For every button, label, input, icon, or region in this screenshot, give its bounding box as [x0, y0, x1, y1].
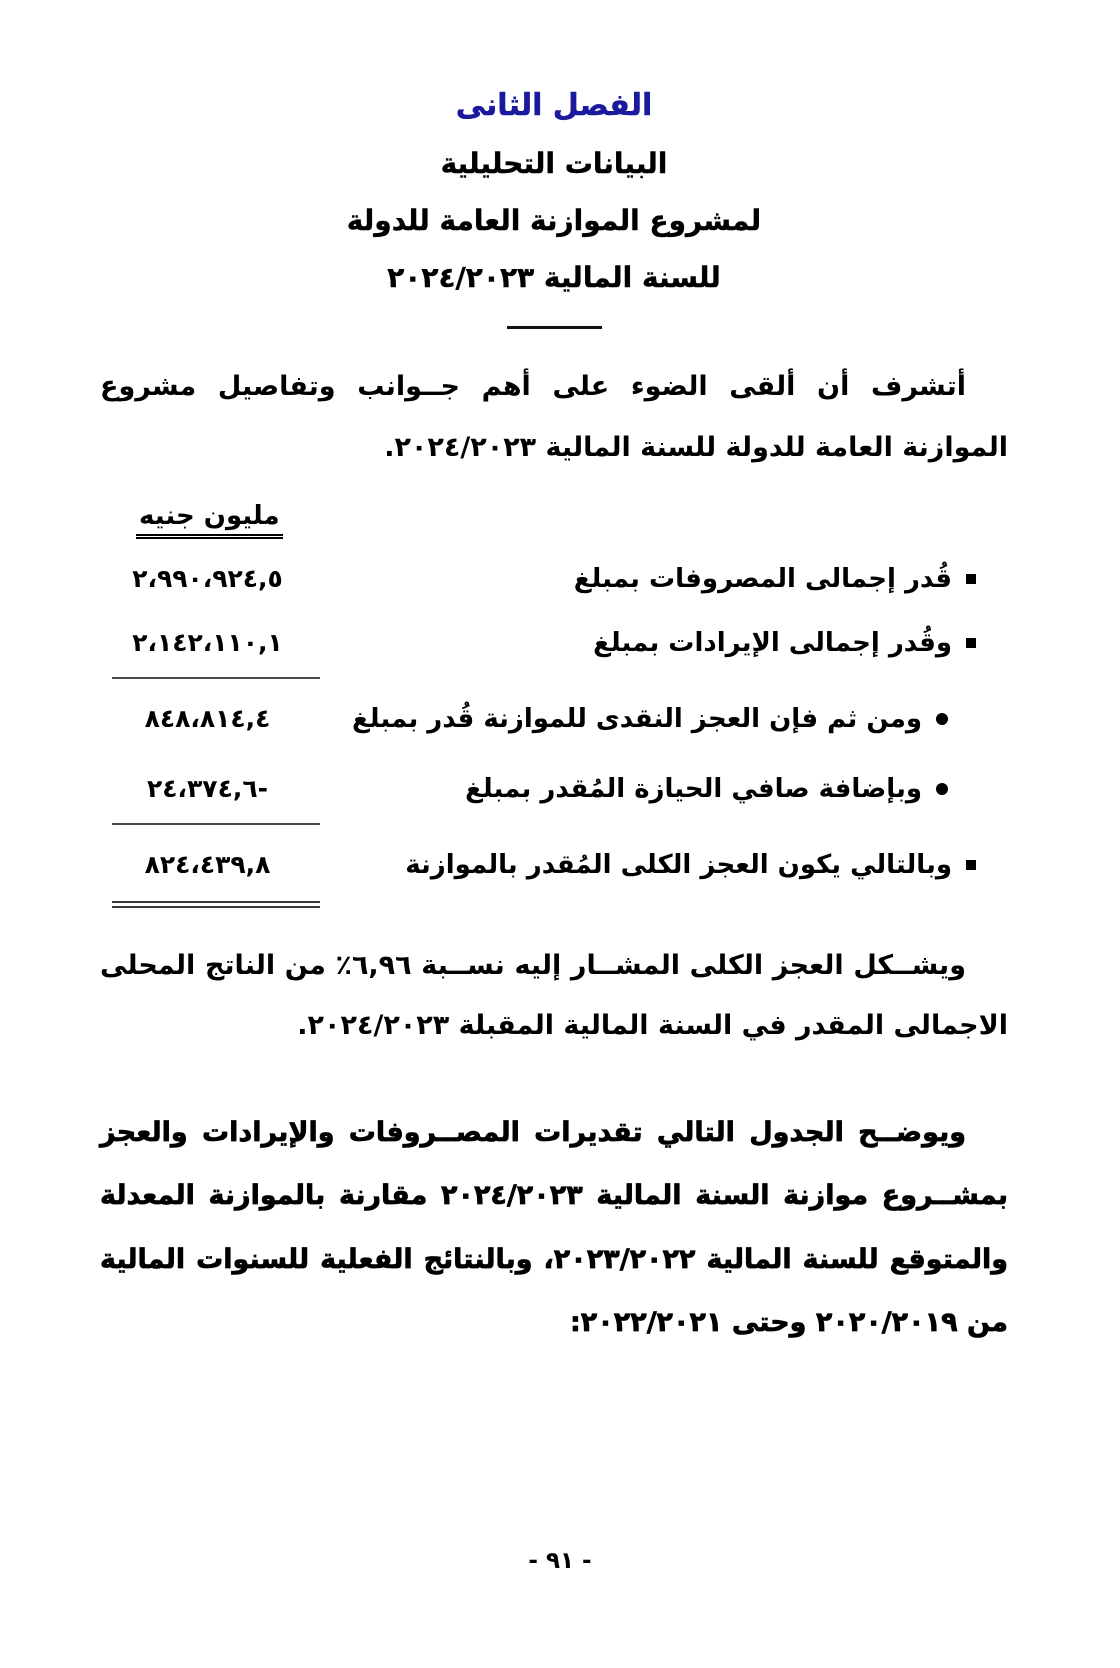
amount-value: ٢،٩٩٠،٩٢٤,٥	[132, 564, 283, 593]
circle-bullet-icon	[936, 783, 948, 795]
page-number: - ٩١ -	[528, 1548, 592, 1574]
square-bullet-icon	[966, 860, 976, 870]
single-sum-rule	[112, 677, 320, 679]
unit-header-million-pounds: مليون جنيه	[136, 501, 283, 539]
amount-label: ومن ثم فإن العجز النقدى للموازنة قُدر بمبلغ	[352, 703, 922, 734]
title-subtitle-fiscal-year: للسنة المالية ٢٠٢٤/٢٠٢٣	[387, 261, 721, 294]
amount-label: وقُدر إجمالى الإيرادات بمبلغ	[593, 627, 952, 658]
amount-label: وبالتالي يكون العجز الكلى المُقدر بالموازنة	[405, 849, 952, 880]
table-intro-paragraph: ويوضــح الجدول التالي تقديرات المصــروفات والإيرادات والعجز بمشــروع موازنة السنة المالية ٢٠٢٤/٢٠٢٣ مقارنة بالموازنة المعدلة والمتوقع للسنة المالية ٢٠٢٣/٢٠٢٢، وبالنتائج الفعلية للسنوات المالية من ٢٠٢٠/٢٠١٩ وحتى ٢٠٢٢/٢٠٢١:	[100, 1117, 1008, 1339]
amount-row-total-expenditures	[100, 547, 1008, 611]
title-subtitle-budget-project: لمشروع الموازنة العامة للدولة	[346, 204, 762, 237]
square-bullet-icon	[966, 574, 976, 584]
amount-row-total-revenues	[100, 611, 1008, 675]
amount-value: ٨٢٤،٤٣٩,٨	[144, 850, 271, 879]
amount-row-overall-deficit	[100, 833, 1008, 897]
amount-value: ٢،١٤٢،١١٠,١	[132, 628, 283, 657]
deficit-percentage-paragraph: ويشــكل العجز الكلى المشــار إليه نســبة ٦,٩٦٪ من الناتج المحلى الاجمالى المقدر في السنة المالية المقبلة ٢٠٢٤/٢٠٢٣.	[100, 949, 1008, 1042]
intro-paragraph: أتشرف أن ألقى الضوء على أهم جــوانب وتفاصيل مشروع الموازنة العامة للدولة للسنة المالية ٢٠٢٤/٢٠٢٣.	[100, 371, 1008, 463]
title-subtitle-analytical-data: البيانات التحليلية	[440, 147, 668, 180]
amount-value: ٢٤،٣٧٤,٦-	[147, 774, 268, 803]
title-block	[100, 88, 1008, 329]
unit-header-wrap	[100, 501, 1008, 539]
single-sum-rule	[112, 823, 320, 825]
amount-label: قُدر إجمالى المصروفات بمبلغ	[573, 563, 952, 594]
circle-bullet-icon	[936, 713, 948, 725]
title-divider-rule	[507, 326, 602, 329]
chapter-title: الفصل الثانى	[455, 88, 653, 123]
amount-value: ٨٤٨،٨١٤,٤	[144, 704, 271, 733]
amount-label: وبإضافة صافي الحيازة المُقدر بمبلغ	[465, 773, 922, 804]
double-sum-rule	[112, 901, 320, 908]
amount-row-cash-deficit	[100, 687, 1008, 751]
amount-row-net-acquisition	[100, 757, 1008, 821]
amounts-list	[100, 547, 1008, 908]
square-bullet-icon	[966, 638, 976, 648]
